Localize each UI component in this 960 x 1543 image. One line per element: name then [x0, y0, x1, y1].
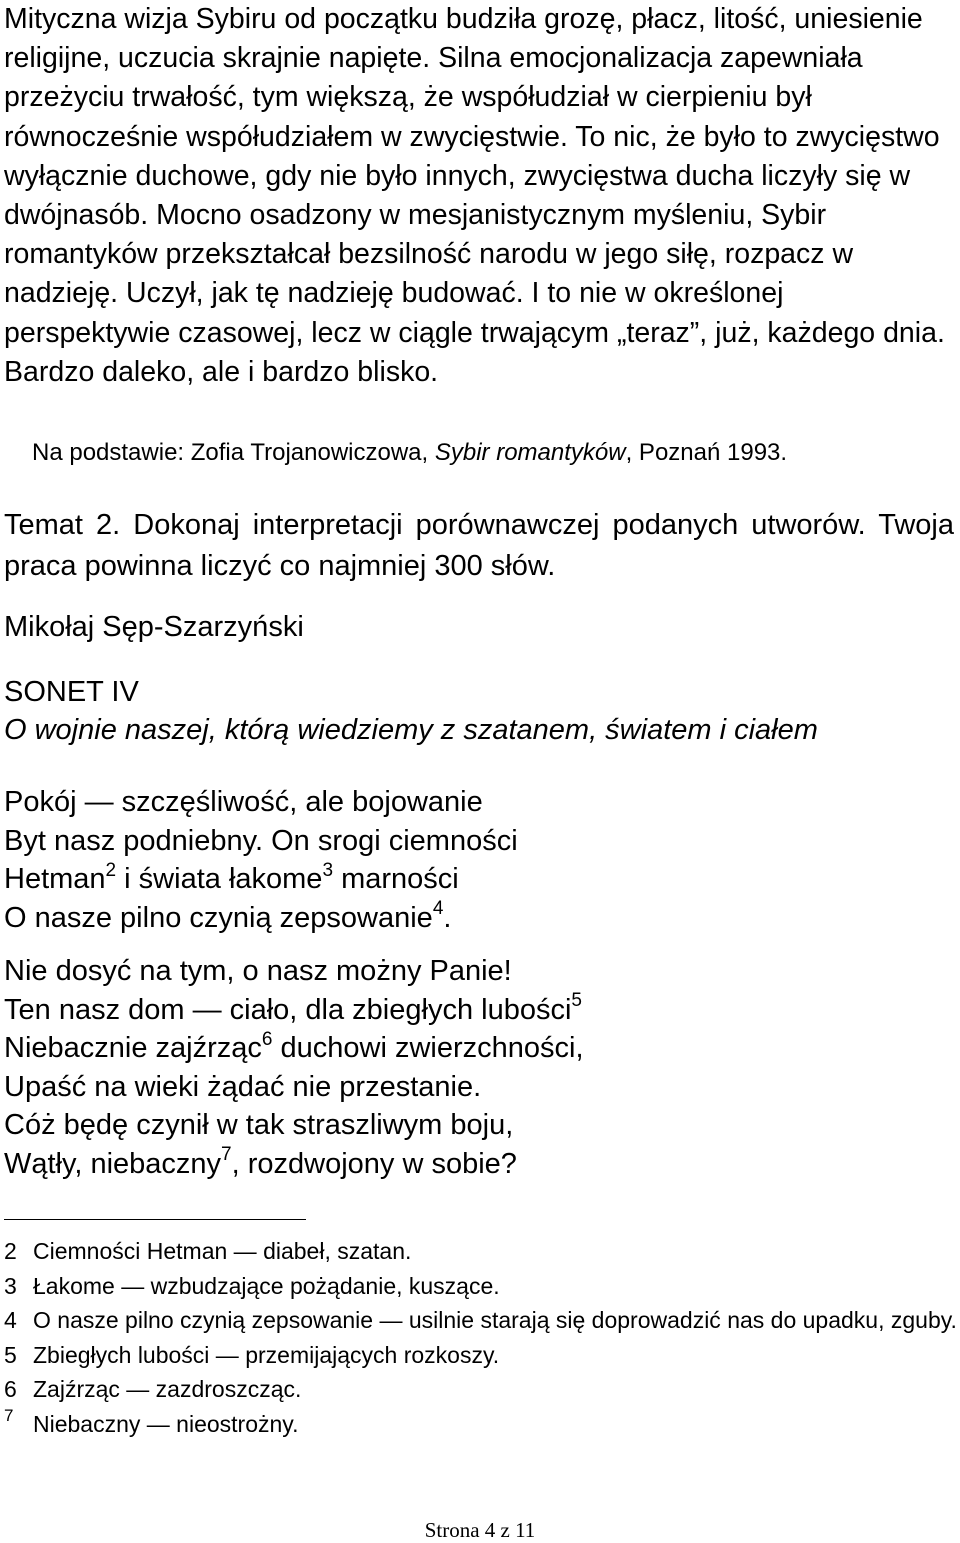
source-title: Sybir romantyków	[434, 439, 626, 466]
footnote-number: 2	[4, 1238, 17, 1264]
footnotes-list	[4, 1234, 958, 1441]
footnote-item	[4, 1372, 958, 1407]
footnote-text: Zbiegłych lubości — przemijających rozkoszy.	[33, 1341, 500, 1368]
footnote-number: 5	[4, 1341, 17, 1368]
poem-line	[4, 991, 584, 1030]
poem-line: Nie dosyć na tym, o nasz możny Panie!	[4, 955, 512, 987]
footnote-text: Niebaczny — nieostrożny.	[33, 1410, 299, 1437]
footnote-ref: 4	[432, 898, 444, 920]
footnote-ref: 3	[322, 859, 334, 881]
footnote-divider	[4, 1219, 306, 1220]
poem-title: SONET IV	[4, 676, 139, 708]
poem-line: Upaść na wieki żądać nie przestanie.	[4, 1070, 482, 1103]
poem-line: Byt nasz podniebny. On srogi ciemności	[4, 824, 518, 857]
poem-author: Mikołaj Sęp-Szarzyński	[4, 611, 304, 643]
source-prefix: Na podstawie: Zofia Trojanowiczowa,	[32, 439, 435, 466]
essay-topic	[4, 505, 954, 587]
footnote-text: Łakome — wzbudzające pożądanie, kuszące.	[33, 1272, 500, 1299]
footnote-item	[4, 1234, 958, 1269]
poem-line-text: O nasze pilno czynią zepsowanie	[4, 901, 433, 934]
footnote-text: O nasze pilno czynią zepsowanie — usilnie starają się doprowadzić nas do upadku, zguby.	[33, 1307, 957, 1333]
poem-line-text: i świata łakome	[116, 863, 323, 896]
poem-line-text: Hetman	[4, 863, 106, 896]
page-number: Strona 4 z 11	[424, 1518, 536, 1542]
footnote-number: 6	[4, 1376, 17, 1402]
source-suffix: , Poznań 1993.	[625, 439, 788, 466]
footnote-text: Ciemności Hetman — diabeł, szatan.	[33, 1238, 412, 1264]
footnote-number: 4	[4, 1307, 17, 1333]
footnote-text: Zajźrząc — zazdroszcząc.	[33, 1376, 302, 1402]
poem-line-text: duchowi zwierzchności,	[272, 1032, 584, 1065]
poem-line-text: , rozdwojony w sobie?	[231, 1147, 517, 1180]
footnote-ref: 5	[571, 989, 582, 1011]
poem-subtitle: O wojnie naszej, którą wiedziemy z szatanem, światem i ciałem	[4, 714, 818, 746]
footnote-number: 3	[4, 1272, 17, 1299]
poem-line: Pokój — szczęśliwość, ale bojowanie	[4, 786, 483, 818]
footnote-ref: 2	[105, 859, 117, 881]
poem-line-text: Ten nasz dom — ciało, dla zbiegłych lubości	[4, 993, 572, 1026]
poem-line	[4, 860, 518, 899]
poem-stanza-2	[4, 952, 584, 1184]
passage-paragraph: Mityczna wizja Sybiru od początku budziła grozę, płacz, litość, uniesienie religijne, uczucia skrajnie napięte. Silna emocjonalizacja zapewniała przeżyciu trwałość, tym większą, że współudział w cierpieniu był równocześnie współudziałem w zwycięstwie. To nic, że było to zwycięstwo wyłącznie duchowe, gdy nie było innych, zwycięstwa ducha liczyły się w dwójnasób. Mocno osadzony w mesjanistycznym myśleniu, Sybir romantyków przekształcał bezsilność narodu w jego siłę, rozpacz w nadzieję. Uczył, jak tę nadzieję budować. I to nie w określonej perspektywie czasowej, lecz w ciągle trwającym „teraz”, już, każdego dnia. Bardzo daleko, ale i bardzo blisko.	[4, 3, 945, 388]
poem-line-text: .	[443, 901, 452, 934]
poem-line	[4, 1029, 584, 1068]
poem-line-text: marności	[333, 863, 459, 896]
footnote-ref: 7	[221, 1144, 232, 1166]
poem-line-text: Wątły, niebaczny	[4, 1147, 222, 1180]
source-citation	[32, 436, 787, 470]
topic-text: Temat 2. Dokonaj interpretacji porównawczej podanych utworów. Twoja praca powinna liczyć co najmniej 300 słów.	[4, 509, 954, 582]
passage-text	[4, 0, 954, 392]
poem-line: Cóż będę czynił w tak straszliwym boju,	[4, 1109, 514, 1142]
poem-stanza-1	[4, 783, 518, 937]
footnote-item	[4, 1407, 958, 1442]
footnote-number: 7	[4, 1405, 14, 1425]
footnote-item	[4, 1269, 958, 1304]
footnote-item	[4, 1303, 958, 1338]
footnote-item	[4, 1338, 958, 1373]
poem-line-text: Niebacznie zajźrząc	[4, 1032, 262, 1065]
poem-line	[4, 899, 518, 938]
footnote-ref: 6	[261, 1028, 273, 1050]
poem-line	[4, 1145, 584, 1184]
